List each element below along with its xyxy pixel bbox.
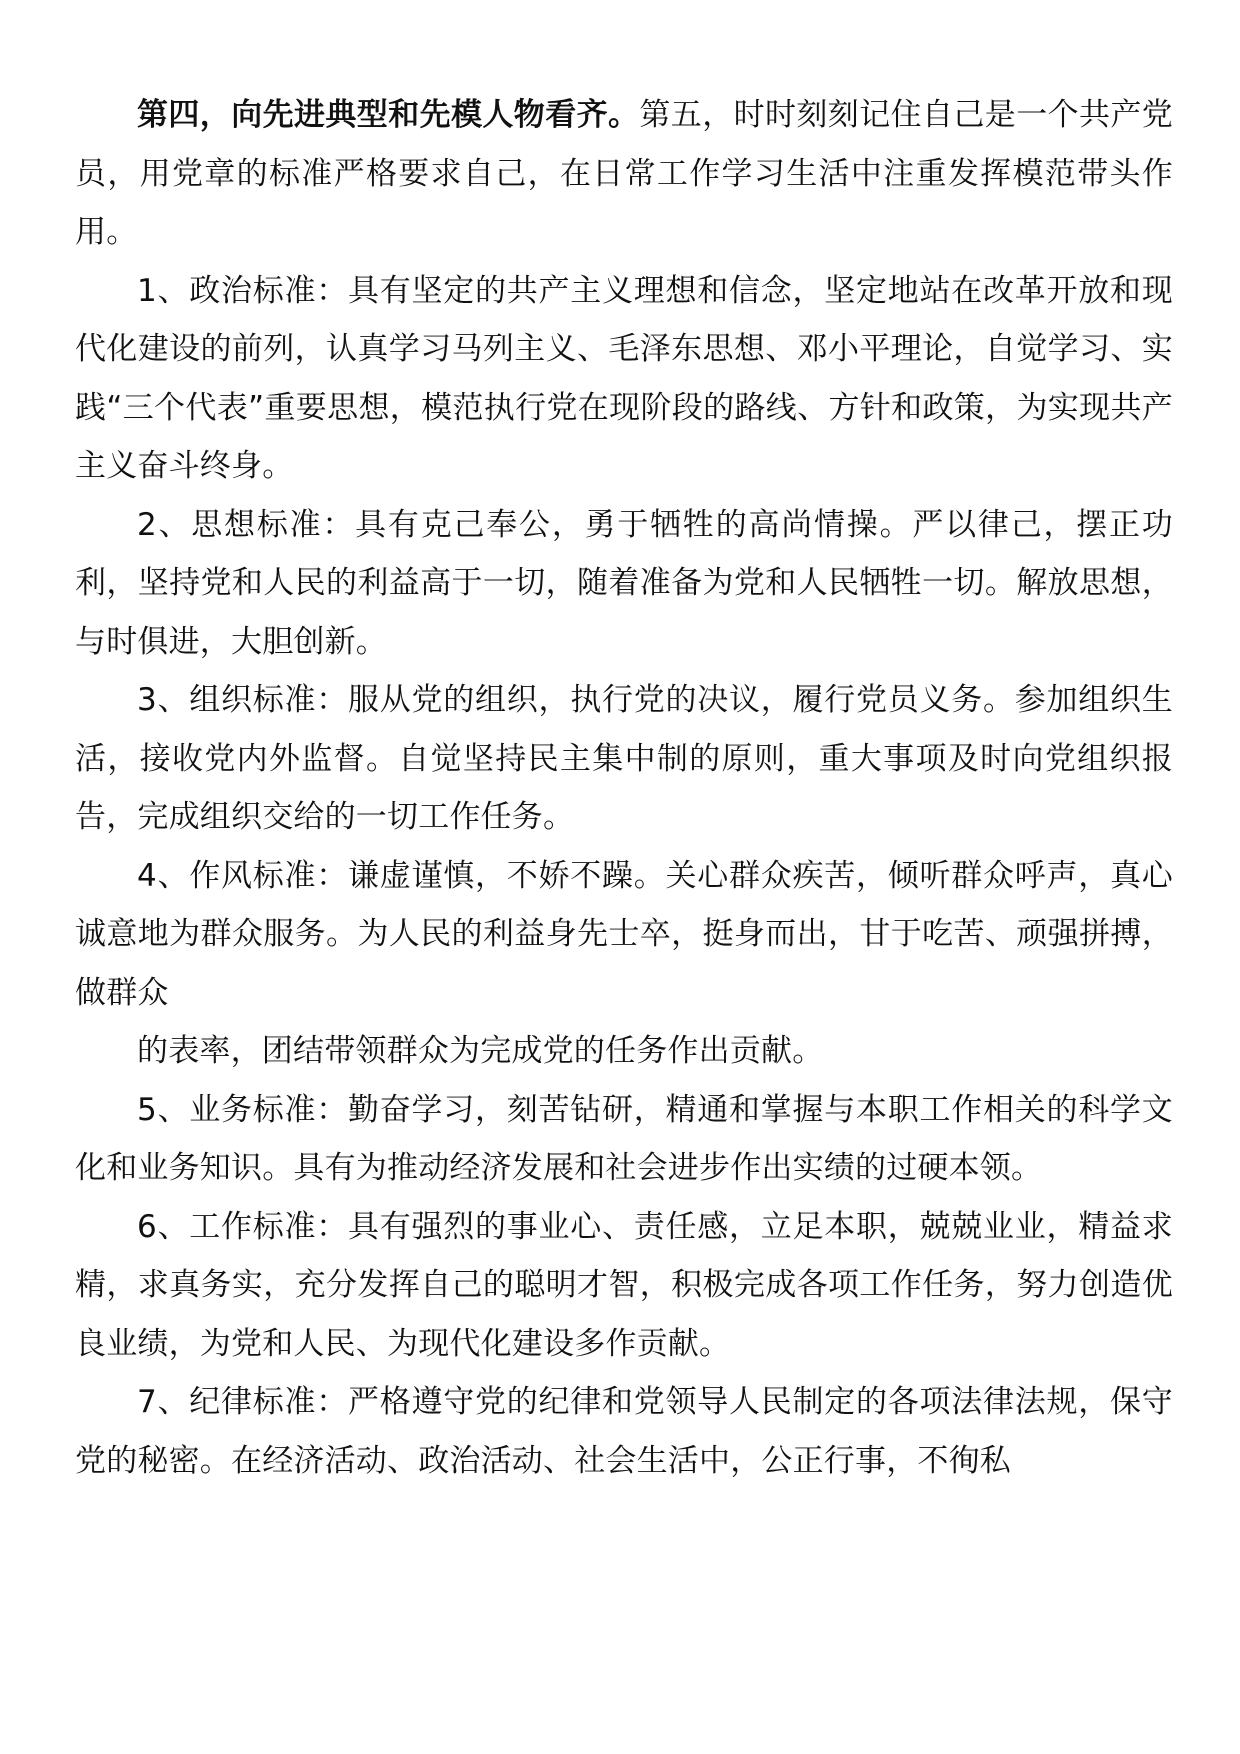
paragraph-discipline-standard xyxy=(75,1373,1173,1490)
paragraph-professional-standard xyxy=(75,1081,1173,1198)
paragraph-text: 7、纪律标准：严格遵守党的纪律和党领导人民制定的各项法律法规，保守党的秘密。在经济活动、政治活动、社会生活中，公正行事，不徇私 xyxy=(75,1384,1173,1479)
paragraph-bold-lead: 第四，向先进典型和先模人物看齐。 xyxy=(137,97,640,133)
paragraph-4th-5th xyxy=(75,86,1173,262)
paragraph-text: 1、政治标准：具有坚定的共产主义理想和信念，坚定地站在改革开放和现代化建设的前列，认真学习马列主义、毛泽东思想、邓小平理论，自觉学习、实践“三个代表”重要思想，模范执行党在现阶段的路线、方针和政策，为实现共产主义奋斗终身。 xyxy=(75,272,1173,484)
paragraph-ideological-standard xyxy=(75,496,1173,672)
document-body xyxy=(75,86,1173,1490)
paragraph-text: 的表率，团结带领群众为完成党的任务作出贡献。 xyxy=(137,1033,824,1069)
paragraph-work-standard xyxy=(75,1198,1173,1374)
paragraph-text: 2、思想标准：具有克己奉公，勇于牺牲的高尚情操。严以律己，摆正功利，坚持党和人民的利益高于一切，随着准备为党和人民牺牲一切。解放思想，与时俱进，大胆创新。 xyxy=(75,506,1173,660)
paragraph-conduct-standard xyxy=(75,847,1173,1023)
paragraph-political-standard xyxy=(75,262,1173,496)
paragraph-conduct-continued xyxy=(75,1022,1173,1081)
paragraph-organizational-standard xyxy=(75,671,1173,847)
paragraph-text: 第五，时时刻刻记住自己是一个共产党员，用党章的标准严格要求自己，在日常工作学习生活中注重发挥模范带头作用。 xyxy=(75,97,1173,250)
paragraph-text: 6、工作标准：具有强烈的事业心、责任感，立足本职，兢兢业业，精益求精，求真务实，充分发挥自己的聪明才智，积极完成各项工作任务，努力创造优良业绩，为党和人民、为现代化建设多作贡献。 xyxy=(75,1208,1173,1362)
paragraph-text: 5、业务标准：勤奋学习，刻苦钻研，精通和掌握与本职工作相关的科学文化和业务知识。具有为推动经济发展和社会进步作出实绩的过硬本领。 xyxy=(75,1091,1173,1186)
paragraph-text: 3、组织标准：服从党的组织，执行党的决议，履行党员义务。参加组织生活，接收党内外监督。自觉坚持民主集中制的原则，重大事项及时向党组织报告，完成组织交给的一切工作任务。 xyxy=(75,682,1173,835)
paragraph-text: 4、作风标准：谦虚谨慎，不娇不躁。关心群众疾苦，倾听群众呼声，真心诚意地为群众服务。为人民的利益身先士卒，挺身而出，甘于吃苦、顽强拼搏，做群众 xyxy=(75,857,1173,1011)
